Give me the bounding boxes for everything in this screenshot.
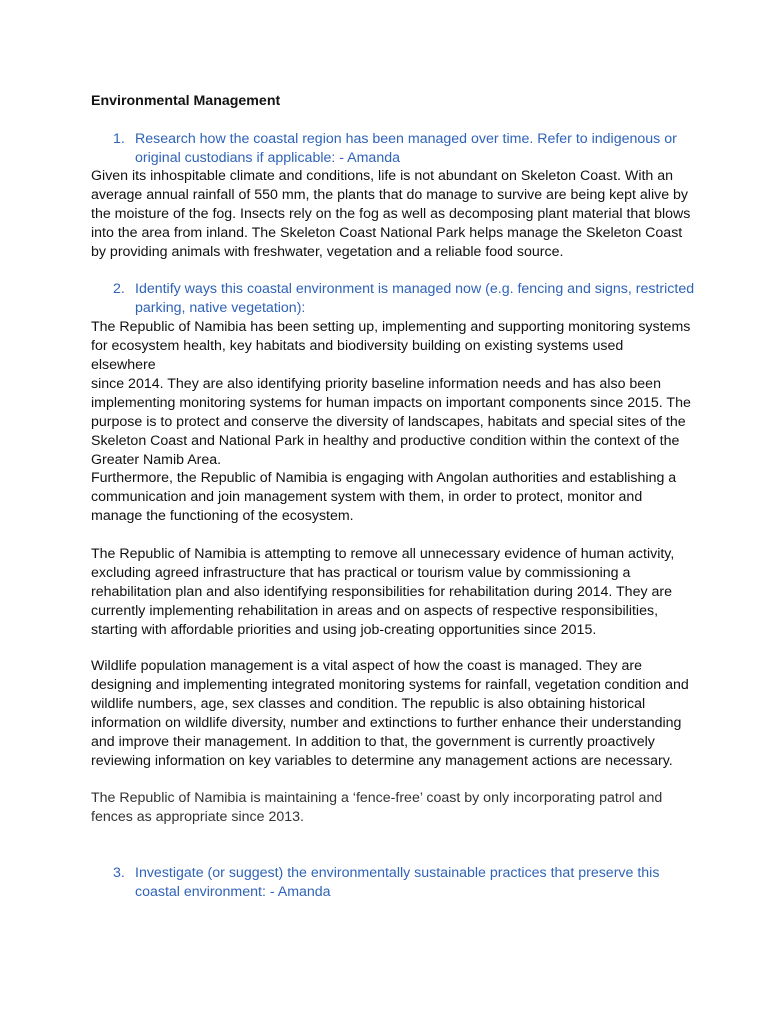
question-2-text: Identify ways this coastal environment is managed now (e.g. fencing and signs, restricted parking, native vegetation): [135, 281, 695, 316]
document-title: Environmental Management [91, 93, 281, 109]
question-1-number: 1. [113, 131, 125, 147]
question-3-number: 3. [113, 865, 125, 881]
paragraph-angola: Furthermore, the Republic of Namibia is engaging with Angolan authorities and establishing a communication and join management system with them, in order to protect, monitor and manage the functioning of the ecosystem. [91, 470, 677, 524]
question-2-number: 2. [113, 281, 125, 297]
question-1-text: Research how the coastal region has been managed over time. Refer to indigenous or original custodians if applicable: - Amanda [135, 131, 677, 166]
paragraph-monitoring: The Republic of Namibia has been setting up, implementing and supporting monitoring systems for ecosystem health, key habitats and biodiversity building on existing systems used elsewhere since 2014. They are also identifying priority baseline information needs and has also been implementing monitoring systems for human impacts on important components since 2015. The purpose is to protect and conserve the diversity of landscapes, habitats and special sites of the Skeleton Coast and National Park in healthy and productive condition within the context of the Greater Namib Area. [91, 319, 691, 468]
question-3-text: Investigate (or suggest) the environmentally sustainable practices that preserve this coastal environment: - Amanda [135, 865, 660, 900]
paragraph-rehabilitation: The Republic of Namibia is attempting to remove all unnecessary evidence of human activity, excluding agreed infrastructure that has practical or tourism value by commissioning a rehabilitation plan and also identifying responsibilities for rehabilitation during 2014. They are currently implementing rehabilitation in areas and on aspects of respective responsibilities, starting with affordable priorities and using job-creating opportunities since 2015. [91, 546, 675, 638]
paragraph-fence-free: The Republic of Namibia is maintaining a ‘fence-free’ coast by only incorporating patrol and fences as appropriate since 2013. [91, 790, 663, 825]
paragraph-climate: Given its inhospitable climate and conditions, life is not abundant on Skeleton Coast. With an average annual rainfall of 550 mm, the plants that do manage to survive are being kept alive by the moisture of the fog. Insects rely on the fog as well as decomposing plant material that blows into the area from inland. The Skeleton Coast National Park helps manage the Skeleton Coast by providing animals with freshwater, vegetation and a reliable food source. [91, 168, 691, 260]
paragraph-wildlife: Wildlife population management is a vital aspect of how the coast is managed. They are designing and implementing integrated monitoring systems for rainfall, vegetation condition and wildlife numbers, age, sex classes and condition. The republic is also obtaining historical information on wildlife diversity, number and extinctions to further enhance their understanding and improve their management. In addition to that, the government is currently proactively reviewing information on key variables to determine any management actions are necessary. [91, 658, 689, 769]
